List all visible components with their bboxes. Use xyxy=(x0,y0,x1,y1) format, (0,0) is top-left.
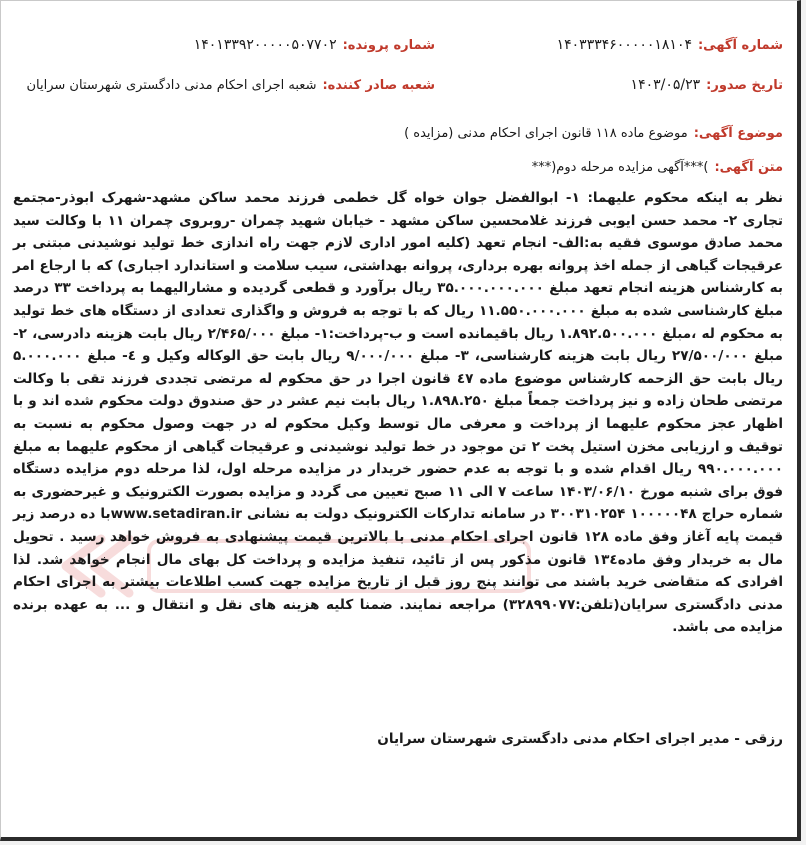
issuer-value: شعبه اجرای احکام مدنی دادگستری شهرستان سرایان xyxy=(26,77,317,93)
file-number-row xyxy=(194,33,435,57)
issuer-row xyxy=(27,73,436,97)
issue-date-label: تاریخ صدور: xyxy=(706,77,783,93)
file-number-value: ۱۴۰۱۳۳۹۲۰۰۰۰۰۵۰۷۷۰۲ xyxy=(193,37,337,53)
issue-date-row xyxy=(631,73,783,97)
text-title-row xyxy=(532,155,783,179)
notice-number-row xyxy=(557,33,783,57)
setadiran-website-link[interactable]: www.setadiran.ir xyxy=(110,506,242,523)
subject-label: موضوع آگهی: xyxy=(693,125,783,141)
issuer-label: شعبه صادر کننده: xyxy=(322,77,435,93)
issue-date-value: ۱۴۰۳/۰۵/۲۳ xyxy=(630,77,701,93)
signature: رزقی - مدیر اجرای احکام مدنی دادگستری شهرستان سرایان xyxy=(377,731,783,747)
notice-body-part1: نظر به اینکه محکوم علیهما: ۱- ابوالفضل جوان خواه گل خطمی فرزند محمد ساکن مشهد-شهرک ابوذر-مجتمع تجاری ۲- محمد حسن ایوبی فرزند غلامحسین ساکن مشهد - خیابان شهید چمران -روبروی چمران ۱۱ با وکالت سید محمد صادق موسوی فقیه به:الف- انجام تعهد (کلیه امور اداری لازم جهت راه اندازی خط تولید نوشیدنی مبتنی بر عرقیجات گیاهی از جمله اخذ پروانه بهره برداری، پروانه بهداشتی، سیب سلامت و استاندارد اجباری) که با ارجاع امر به کارشناس هزینه انجام تعهد مبلغ ۳۵.۰۰۰.۰۰۰.۰۰۰ ریال برآورد و قطعی گردیده و مشارالیهما به پرداخت ۳۳ درصد مبلغ کارشناسی شده به مبلغ ۱۱.۵۵۰.۰۰۰.۰۰۰ ریال که با توجه به فروش و واگذاری تعدادی از دستگاه های خط تولید به محکوم له ،مبلغ ۱.۸۹۲.۵۰۰.۰۰۰ ریال باقیمانده است و ب-پرداخت:۱- مبلغ ۲/۴۶۵/۰۰۰ ریال بابت هزینه دادرسی، ۲-مبلغ ۲۷/۵۰۰/۰۰۰ ریال بابت هزینه کارشناسی، ۳- مبلغ ۹/۰۰۰/۰۰۰ ریال بابت حق الوکاله وکیل و ٤- مبلغ ۵.۰۰۰.۰۰۰ ریال بابت حق الزحمه کارشناس موضوع ماده ٤۷ قانون اجرا در حق محکوم له مرتضی تجددی فرزند تقی با وکالت مرتضی طحان زاده و نیز پرداخت جمعاً مبلغ ۱.۸۹۸.۲۵۰ ریال بابت نیم عشر در حق صندوق دولت محکوم شده اند و با اظهار عجز محکوم علیهما از پرداخت و معرفی مال توسط وکیل محکوم له در جهت وصول محکوم به نسبت به توقیف و ارزیابی مخزن استیل پخت ۲ تن موجود در خط تولید نوشیدنی و عرقیجات گیاهی از محکوم علیهما به مبلغ ۹۹۰.۰۰۰.۰۰۰ ریال اقدام شده و با توجه به عدم حضور خریدار در مزایده مرحله اول، لذا مرحله دوم مزایده دستگاه فوق برای شنبه مورخ ۱۴۰۳/۰۶/۱۰ ساعت ۷ الی ۱۱ صبح تعیین می گردد و مزایده بصورت الکترونیک و غیرحضوری به شماره حراج ۱۰۰۰۰۰۴۸ ۳۰۰۳۱۰۲۵۴ در سامانه تدارکات الکترونیک دولت به نشانی xyxy=(13,190,784,523)
notice-body xyxy=(13,187,783,639)
subject-row xyxy=(404,121,783,145)
subject-value: موضوع ماده ۱۱۸ قانون اجرای احکام مدنی (مزایده ) xyxy=(404,125,688,141)
text-label: متن آگهی: xyxy=(714,159,783,175)
notice-number-label: شماره آگهی: xyxy=(697,37,783,53)
notice-number-value: ۱۴۰۳۳۳۴۶۰۰۰۰۰۱۸۱۰۴ xyxy=(556,37,692,53)
notice-body-part2: با ده درصد زیر قیمت پایه آغاز وفق ماده ۱۲۸ قانون اجرای احکام مدنی با بالاترین قیمت پیشنهادی به فروش خواهد رسید . تحویل مال به خریدار وفق ماده۱۳٤ قانون مذکور پس از تائید، تنفیذ مزایده و پرداخت کل بهای مال انجام خواهد شد. لذا افرادی که متقاضی خرید باشند می توانند پنج روز قبل از تاریخ مزایده جهت کسب اطلاعات بیشتر به اجرای احکام مدنی دادگستری سرایان(تلفن:۳۲۸۹۹۰۷۷) مراجعه نمایند. ضمنا کلیه هزینه های نقل و انتقال و ... به عهده برنده مزایده می باشد. xyxy=(13,506,783,636)
text-title-value: )***آگهی مزایده مرحله دوم(*** xyxy=(531,159,709,175)
file-number-label: شماره پرونده: xyxy=(342,37,435,53)
